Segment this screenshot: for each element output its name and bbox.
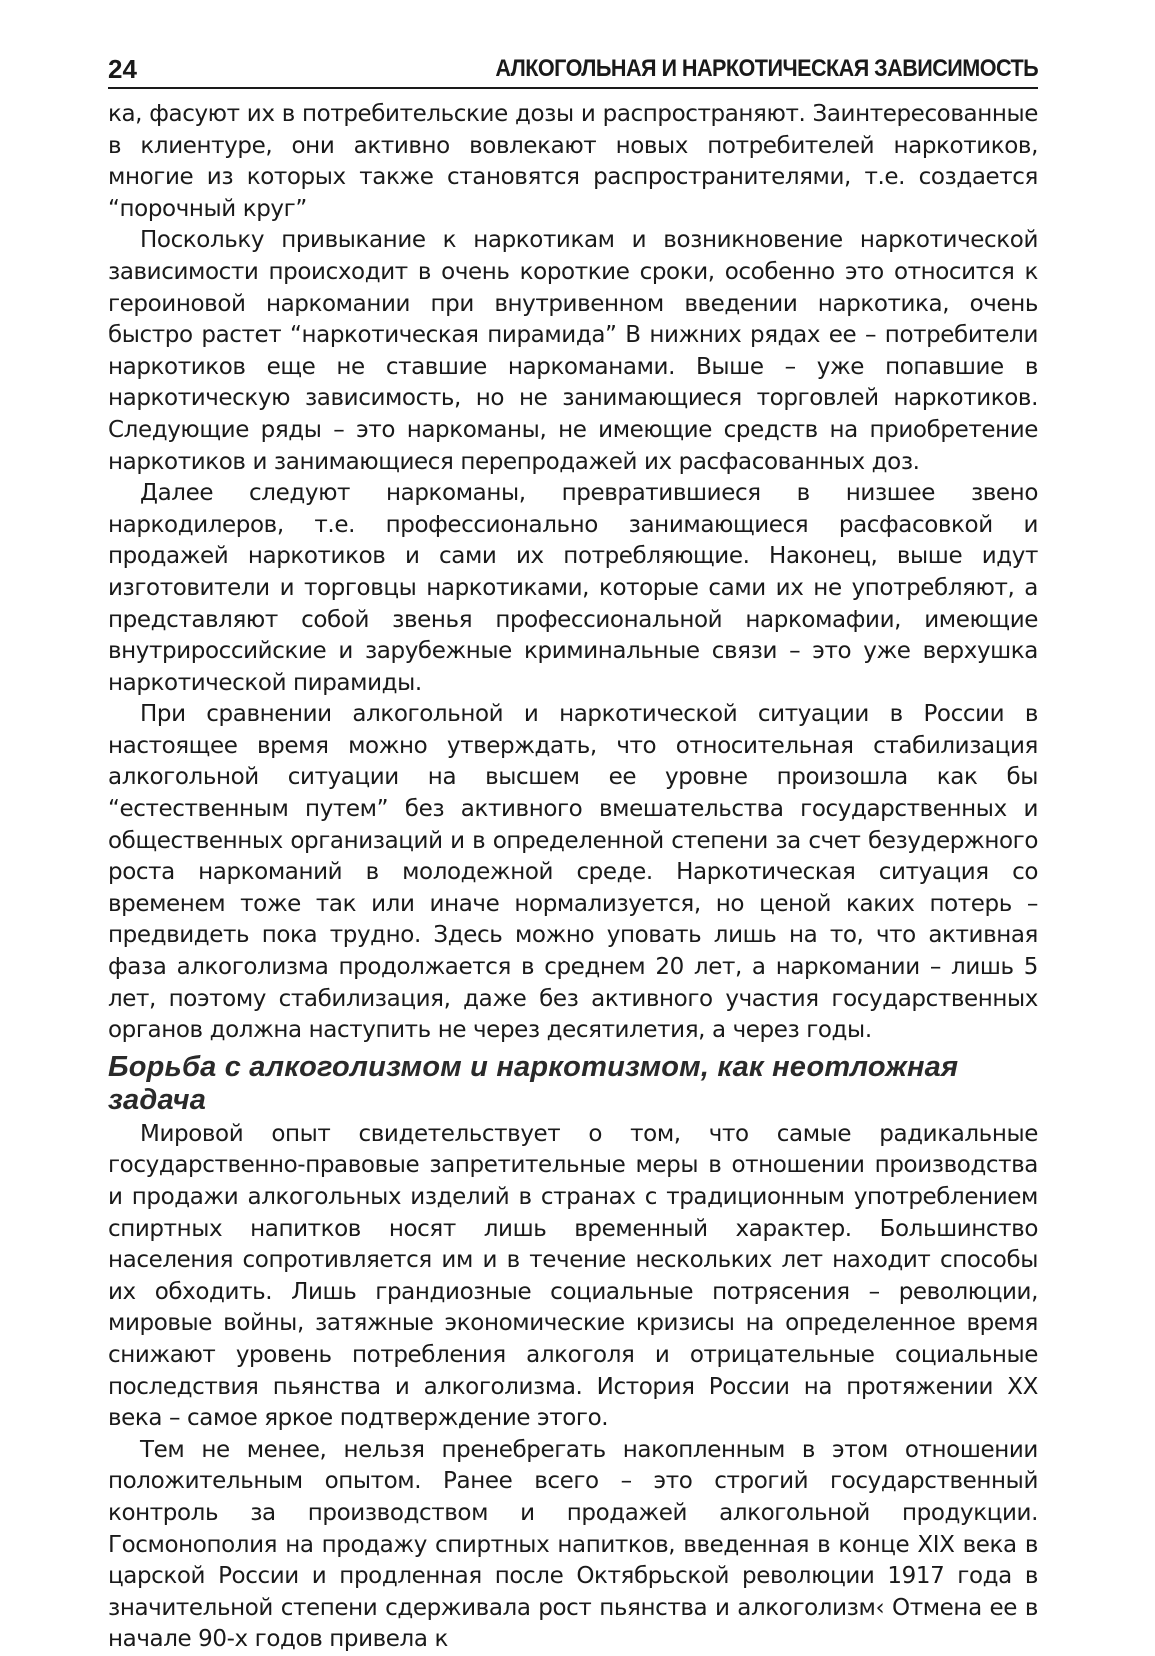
page-number: 24 [108, 54, 137, 84]
paragraph: Мировой опыт свидетельствует о том, что самые радикальные государственно-правовые запретительные меры в отношении производства и продажи алкогольных изделий в странах с традиционным употреблением спиртных напитков носят лишь временный характер. Большинство населения сопротивляется им и в течение нескольких лет находит способы их обходить. Лишь грандиозные социальные потрясения – революции, мировые войны, затяжные экономические кризисы на определенное время снижают уровень потребления алкоголя и отрицательные социальные последствия пьянства и алкоголизма. История России на протяжении XX века – самое яркое подтверждение этого. [108, 1120, 1038, 1432]
paragraph: Далее следуют наркоманы, превратившиеся в низшее звено наркодилеров, т.е. профессионально занимающиеся расфасовкой и продажей наркотиков и сами их потребляющие. Наконец, выше идут изготовители и торговцы наркотиками, которые сами их не употребляют, а представляют собой звенья профессиональной наркомафии, имеющие внутрироссийские и зарубежные криминальные связи – это уже верхушка наркотической пирамиды. [108, 480, 1038, 696]
paragraph: Тем не менее, нельзя пренебрегать накопленным в этом отношении положительным опытом. Ранее всего – это строгий государственный контроль за производством и продажей алкогольной продукции. Госмонополия на продажу спиртных напитков, введенная в конце XIX века в царской России и продленная после Октябрьской революции 1917 года в значительной степени сдерживала рост пьянства и алкоголизм‹ Отмена ее в начале 90-х годов привела к [108, 1436, 1038, 1653]
running-title: АЛКОГОЛЬНАЯ И НАРКОТИЧЕСКАЯ ЗАВИСИМОСТЬ [495, 55, 1038, 82]
paragraph: Поскольку привыкание к наркотикам и возникновение наркотической зависимости происходит в очень короткие сроки, особенно это относится к героиновой наркомании при внутривенном введении наркотика, очень быстро растет “наркотическая пирамида” В нижних рядах ее – потребители наркотиков еще не ставшие наркоманами. Выше – уже попавшие в наркотическую зависимость, но не занимающиеся торговлей наркотиков. Следующие ряды – это наркоманы, не имеющие средств на приобретение наркотиков и занимающиеся перепродажей их расфасованных доз. [108, 227, 1038, 475]
paragraph-continued: ка, фасуют их в потребительские дозы и распространяют. Заинтересованные в клиентуре, они активно вовлекают новых потребителей наркотиков, многие из которых также становятся распространителями, т.е. создается “порочный круг” [108, 101, 1038, 222]
running-head [108, 40, 1038, 89]
book-page [108, 40, 1038, 1656]
section-heading: Борьба с алкоголизмом и наркотизмом, как неотложная задача [108, 1050, 959, 1116]
paragraph: При сравнении алкогольной и наркотической ситуации в России в настоящее время можно утверждать, что относительная стабилизация алкогольной ситуации на высшем ее уровне произошла как бы “естественным путем” без активного вмешательства государственных и общественных организаций и в определенной степени за счет безудержного роста наркоманий в молодежной среде. Наркотическая ситуация со временем тоже так или иначе нормализуется, но ценой каких потерь – предвидеть пока трудно. Здесь можно уповать лишь на то, что активная фаза алкоголизма продолжается в среднем 20 лет, а наркомании – лишь 5 лет, поэтому стабилизация, даже без активного участия государственных органов должна наступить не через десятилетия, а через годы. [108, 701, 1038, 1044]
body-text [108, 99, 1038, 1656]
